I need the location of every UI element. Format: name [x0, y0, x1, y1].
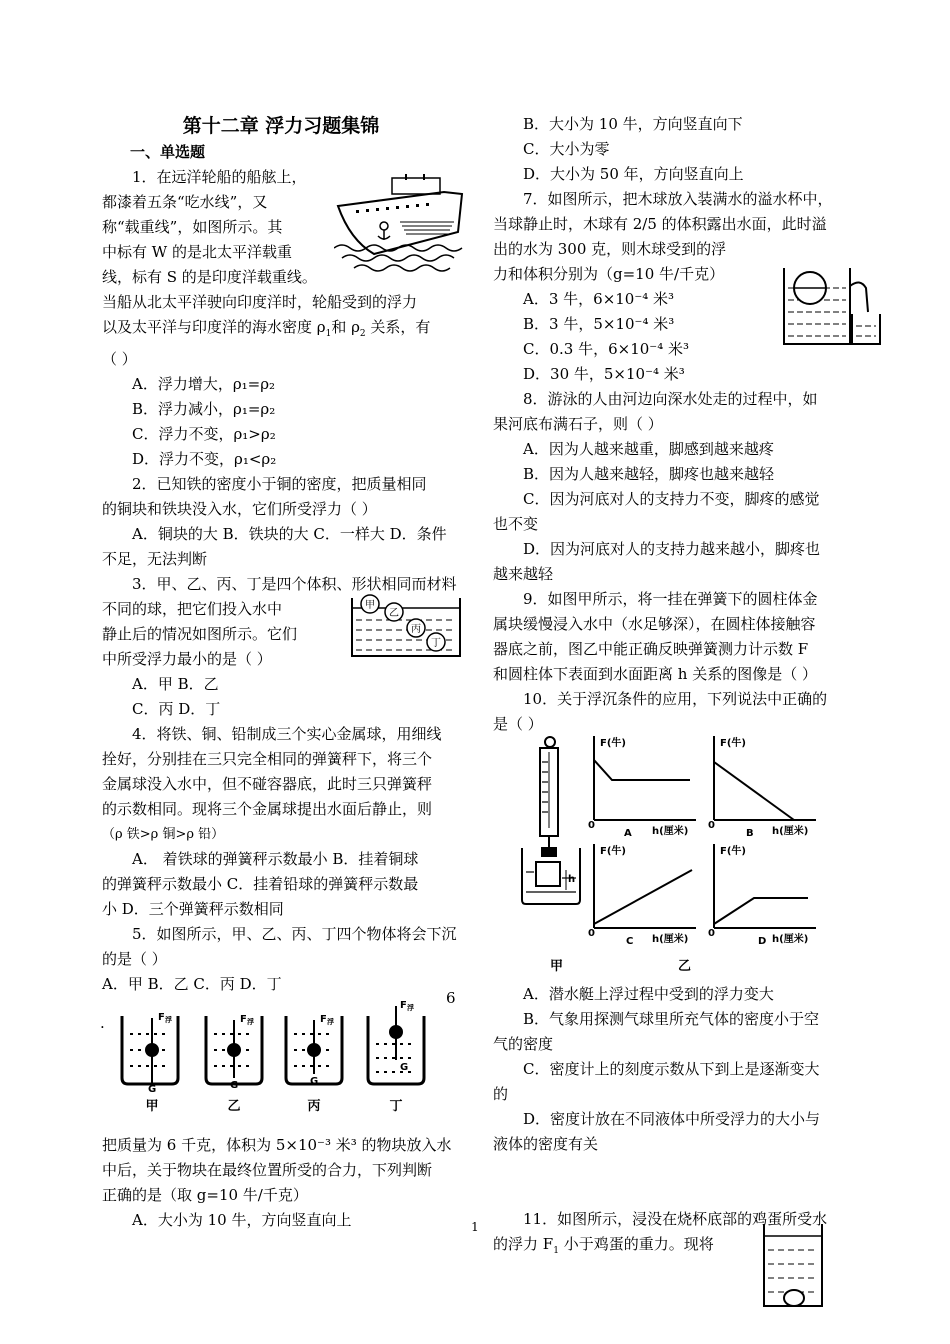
- ball-label: 甲: [365, 600, 375, 611]
- q8-option-a: A．因为人越来越重，脚感到越来越疼: [523, 440, 774, 458]
- q10-option-b: B．气象用探测气球里所充气体的密度小于空: [523, 1010, 820, 1028]
- q6-option-a: A．大小为 10 牛，方向竖直向上: [132, 1211, 352, 1229]
- q3-text: 3．甲、乙、丙、丁是四个体积、形状相同而材料: [132, 575, 457, 593]
- origin-label: 0: [588, 928, 595, 939]
- beaker-label: 丙: [307, 1099, 321, 1114]
- q5-text: 的是（ ）: [102, 950, 167, 968]
- q4-text: 4．将铁、铜、铅制成三个实心金属球，用细线: [132, 725, 442, 743]
- four-balls-figure: [336, 590, 464, 660]
- page-title: 第十二章 浮力习题集锦: [182, 115, 380, 137]
- q1-text: 中标有 W 的是北太平洋载重: [102, 243, 292, 261]
- egg-beaker-figure: [760, 1222, 828, 1312]
- q1-option-a: A．浮力增大，ρ₁=ρ₂: [132, 375, 276, 393]
- q11-block: [493, 1207, 828, 1264]
- buoyancy-label: F: [240, 1014, 247, 1025]
- q9-figure: [518, 732, 838, 978]
- origin-label: 0: [708, 820, 715, 831]
- figure-jia-label: 甲: [550, 959, 564, 974]
- q8-text: 8．游泳的人由河边向深水处走的过程中，如: [523, 390, 818, 408]
- figure-yi-label: 乙: [678, 959, 692, 974]
- graph-label: D: [758, 936, 767, 947]
- q4-options: 的弹簧秤示数最小 C．挂着铅球的弹簧秤示数最: [102, 875, 419, 893]
- ball-label: 丁: [431, 638, 441, 649]
- graph-label: B: [746, 828, 754, 839]
- q2-options: A．铜块的大 B．铁块的大 C．一样大 D．条件: [132, 525, 447, 543]
- q1-text: 称“载重线”，如图所示。其: [102, 218, 283, 236]
- q7-option-d: D．30 牛，5×10⁻⁴ 米³: [523, 365, 685, 383]
- axis-label: h(厘米): [772, 826, 809, 837]
- four-beakers-figure: [110, 998, 440, 1118]
- axis-label: h(厘米): [652, 934, 689, 945]
- q4-options: A． 着铁球的弹簧秤示数最小 B．挂着铜球: [132, 850, 419, 868]
- q6-option-b: B．大小为 10 牛，方向竖直向下: [523, 115, 743, 133]
- origin-label: 0: [588, 820, 595, 831]
- q1-text: （ ）: [102, 350, 137, 368]
- q6-text: 中后，关于物块在最终位置所受的合力，下列判断: [102, 1161, 433, 1179]
- right-column: [493, 112, 853, 737]
- gravity-label: G: [310, 1076, 319, 1087]
- axis-label: h(厘米): [652, 826, 689, 837]
- gravity-label: G: [400, 1062, 409, 1073]
- overflow-cup-figure: [780, 264, 882, 350]
- q10-option-c: 的: [493, 1085, 509, 1103]
- q2-text: 2．已知铁的密度小于铜的密度，把质量相同: [132, 475, 427, 493]
- axis-label: F(牛): [720, 738, 746, 749]
- q8-option-b: B．因为人越来越轻，脚疼也越来越轻: [523, 465, 775, 483]
- q3-text: 静止后的情况如图所示。它们: [102, 625, 298, 643]
- gravity-label: G: [230, 1080, 239, 1091]
- beaker-label: 甲: [145, 1099, 159, 1114]
- q10-text: 是（ ）: [493, 715, 543, 733]
- ship-figure: [334, 174, 470, 274]
- q6-option-d: D．大小为 50 年，方向竖直向上: [523, 165, 744, 183]
- q9-text: 属块缓慢浸入水中（水足够深），在圆柱体接触容: [493, 615, 816, 633]
- q3-text: 中所受浮力最小的是（ ）: [102, 650, 272, 668]
- q2-options: 不足，无法判断: [102, 550, 208, 568]
- svg-text:浮: 浮: [165, 1016, 172, 1024]
- ball-label: 丙: [411, 624, 421, 635]
- q9-text: 9．如图甲所示，将一挂在弹簧下的圆柱体金: [523, 590, 818, 608]
- q7-text: 力和体积分别为（g=10 牛/千克）: [493, 265, 725, 283]
- axis-label: h(厘米): [772, 934, 809, 945]
- q6-option-c: C．大小为零: [523, 140, 610, 158]
- q4-text: 的示数相同。现将三个金属球提出水面后静止，则: [102, 800, 433, 818]
- q10-option-d: 液体的密度有关: [493, 1135, 599, 1153]
- q3-text: 不同的球，把它们投入水中: [102, 600, 283, 618]
- q1-text: 以及太平洋与印度洋的海水密度 $\rho_1$和 $\rho_2$ 关系，有: [102, 318, 431, 339]
- q6-block: [102, 1133, 462, 1233]
- q6-text: 把质量为 6 千克，体积为 5×10⁻³ 米³ 的物块放入水: [102, 1136, 452, 1154]
- q10-option-b: 气的密度: [493, 1035, 554, 1053]
- q4-text: 拴好，分别挂在三只完全相同的弹簧秤下，将三个: [102, 750, 433, 768]
- beaker-label: 丁: [389, 1099, 403, 1114]
- q10-option-a: A．潜水艇上浮过程中受到的浮力变大: [523, 985, 774, 1003]
- q11-text: 的浮力 $F_1$ 小于鸡蛋的重力。现将: [493, 1235, 714, 1256]
- depth-label: h: [568, 874, 576, 885]
- q1-text: 当船从北太平洋驶向印度洋时，轮船受到的浮力: [102, 293, 418, 311]
- q8-text: 果河底布满石子，则（ ）: [493, 415, 663, 433]
- q4-text: （ρ 铁>ρ 铜>ρ 铅）: [102, 827, 225, 842]
- q7-text: 7．如图所示，把木球放入装满水的溢水杯中，: [523, 190, 833, 208]
- q1-option-c: C．浮力不变，ρ₁>ρ₂: [132, 425, 276, 443]
- origin-label: 0: [708, 928, 715, 939]
- q10-option-d: D．密度计放在不同液体中所受浮力的大小与: [523, 1110, 821, 1128]
- graph-label: A: [624, 828, 632, 839]
- svg-text:浮: 浮: [327, 1018, 334, 1026]
- q4-options: 小 D．三个弹簧秤示数相同: [102, 900, 284, 918]
- q7-option-b: B．3 牛，5×10⁻⁴ 米³: [523, 315, 675, 333]
- q7-text: 出的水为 300 克，则木球受到的浮: [493, 240, 727, 258]
- q3-options: A．甲 B．乙: [132, 675, 219, 693]
- buoyancy-label: F: [320, 1014, 327, 1025]
- q3-options: C．丙 D．丁: [132, 700, 221, 718]
- q9-text: 和圆柱体下表面到水面距离 h 关系的图像是（ ）: [493, 665, 817, 683]
- q6-text: 正确的是（取 g=10 牛/千克）: [102, 1186, 308, 1204]
- axis-label: F(牛): [720, 846, 746, 857]
- beaker-label: 乙: [227, 1099, 241, 1114]
- q5-options: A．甲 B．乙 C．丙 D．丁: [102, 975, 282, 993]
- q11-text: 11．如图所示，浸没在烧杯底部的鸡蛋所受水: [523, 1210, 828, 1228]
- q5-text: 5．如图所示，甲、乙、丙、丁四个物体将会下沉: [132, 925, 457, 943]
- q7-text: 当球静止时，木球有 2/5 的体积露出水面，此时溢: [493, 215, 827, 233]
- q7-option-a: A．3 牛，6×10⁻⁴ 米³: [523, 290, 675, 308]
- ball-label: 乙: [389, 608, 399, 619]
- q7-option-c: C．0.3 牛，6×10⁻⁴ 米³: [523, 340, 690, 358]
- svg-text:浮: 浮: [247, 1018, 254, 1026]
- svg-text:浮: 浮: [407, 1004, 414, 1012]
- q8-option-d: D．因为河底对人的支持力越来越小，脚疼也: [523, 540, 821, 558]
- q1-text: 线，标有 S 的是印度洋载重线。: [102, 268, 317, 286]
- section-heading: 一、单选题: [130, 143, 206, 161]
- gravity-label: G: [148, 1084, 157, 1095]
- q6-number: 6: [446, 989, 456, 1007]
- q2-text: 的铜块和铁块没入水，它们所受浮力（ ）: [102, 500, 377, 518]
- q10-text: 10．关于浮沉条件的应用，下列说法中正确的: [523, 690, 828, 708]
- q1-text: 1．在远洋轮船的船舷上，: [132, 168, 307, 186]
- q1-text: 都漆着五条“吃水线”，又: [102, 193, 268, 211]
- q8-option-d: 越来越轻: [493, 565, 554, 583]
- graph-label: C: [626, 936, 634, 947]
- q10-options: [493, 982, 853, 1157]
- axis-label: F(牛): [600, 738, 626, 749]
- buoyancy-label: F: [158, 1012, 165, 1023]
- q6-dot: .: [100, 1014, 105, 1032]
- page-number: 1: [471, 1220, 479, 1234]
- buoyancy-label: F: [400, 1000, 407, 1011]
- q10-option-c: C．密度计上的刻度示数从下到上是逐渐变大: [523, 1060, 820, 1078]
- axis-label: F(牛): [600, 846, 626, 857]
- q8-option-c: 也不变: [493, 515, 539, 533]
- q9-text: 器底之前，图乙中能正确反映弹簧测力计示数 F: [493, 640, 809, 658]
- q8-option-c: C．因为河底对人的支持力不变，脚疼的感觉: [523, 490, 820, 508]
- q4-text: 金属球没入水中，但不碰容器底，此时三只弹簧秤: [102, 775, 433, 793]
- q1-option-d: D．浮力不变，ρ₁<ρ₂: [132, 450, 277, 468]
- q1-option-b: B．浮力减小，ρ₁=ρ₂: [132, 400, 276, 418]
